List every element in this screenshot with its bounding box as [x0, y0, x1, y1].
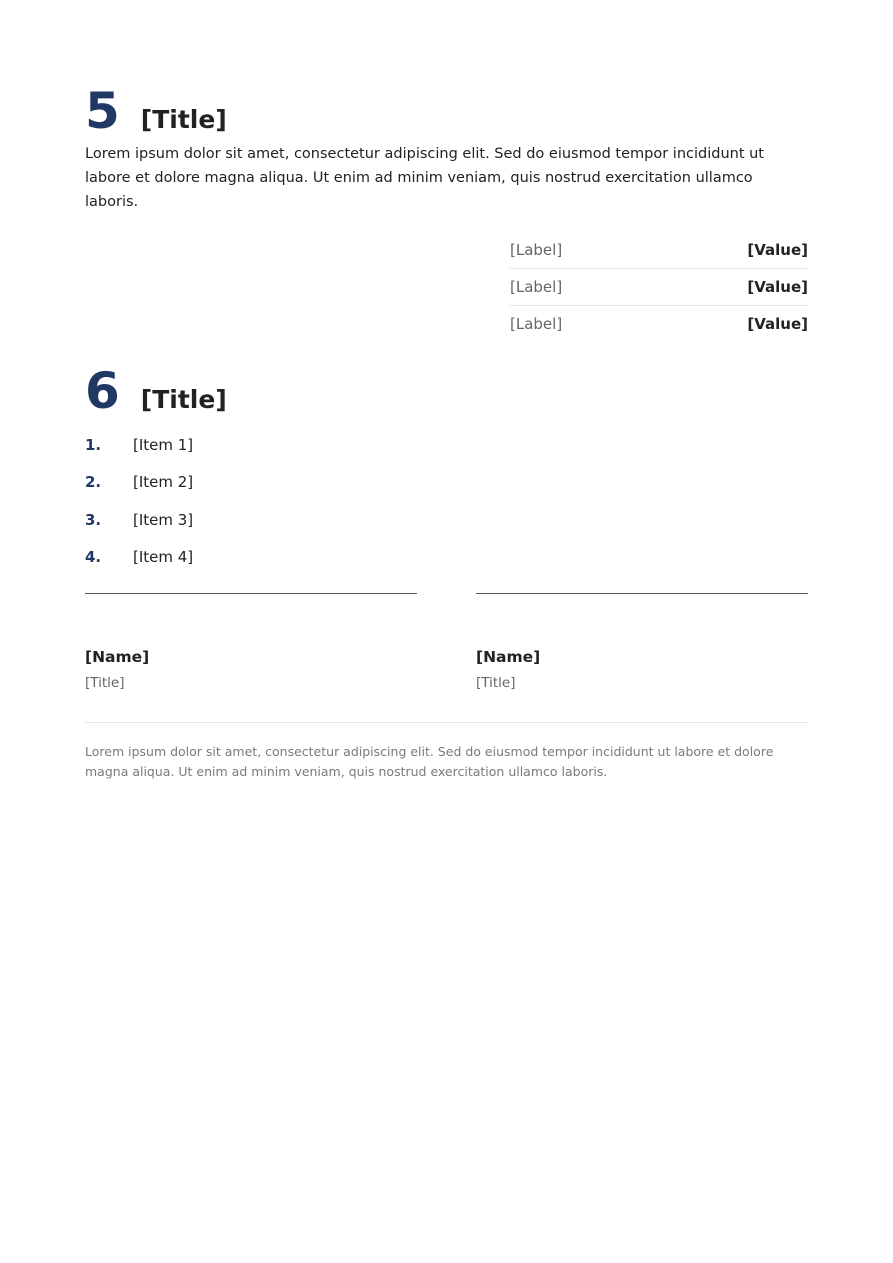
section-title: [Title] [140, 105, 227, 134]
signer-name: [Name] [476, 648, 541, 666]
list-item [85, 464, 485, 502]
signature-line-left [85, 593, 417, 594]
list-number: 2. [85, 473, 102, 492]
row-value: [Value] [747, 241, 808, 259]
signer-title: [Title] [476, 675, 516, 691]
list-item [85, 539, 485, 577]
label-value-row [510, 269, 808, 306]
list-number: 4. [85, 548, 102, 567]
row-value: [Value] [747, 315, 808, 333]
section-5-heading [85, 82, 227, 140]
signer-name: [Name] [85, 648, 150, 666]
footer-note: Lorem ipsum dolor sit amet, consectetur adipiscing elit. Sed do eiusmod tempor incididunt ut labore et dolore magna aliqua. Ut enim ad minim veniam, quis nostrud exercitation ullamco laboris. [85, 744, 774, 779]
signature-line-right [476, 593, 808, 594]
numbered-list [85, 426, 485, 576]
label-value-row [510, 306, 808, 342]
row-value: [Value] [747, 278, 808, 296]
row-label: [Label] [510, 241, 563, 259]
signature-block-right [476, 646, 808, 693]
list-text: [Item 1] [133, 435, 194, 454]
list-text: [Item 4] [133, 548, 194, 567]
list-text: [Item 2] [133, 473, 194, 492]
footer-divider [85, 722, 808, 723]
list-item [85, 501, 485, 539]
section-number: 6 [85, 362, 120, 420]
section-title: [Title] [140, 385, 227, 414]
list-item [85, 426, 485, 464]
row-label: [Label] [510, 278, 563, 296]
signature-block-left [85, 646, 417, 693]
label-value-table [510, 232, 808, 342]
label-value-row [510, 232, 808, 269]
list-number: 1. [85, 435, 102, 454]
row-label: [Label] [510, 315, 563, 333]
section-number: 5 [85, 82, 120, 140]
signer-title: [Title] [85, 675, 125, 691]
section-6-heading [85, 362, 227, 420]
list-text: [Item 3] [133, 510, 194, 529]
list-number: 3. [85, 510, 102, 529]
section-5-paragraph: Lorem ipsum dolor sit amet, consectetur adipiscing elit. Sed do eiusmod tempor incididunt ut labore et dolore magna aliqua. Ut enim ad minim veniam, quis nostrud exercitation ullamco laboris. [85, 146, 764, 210]
